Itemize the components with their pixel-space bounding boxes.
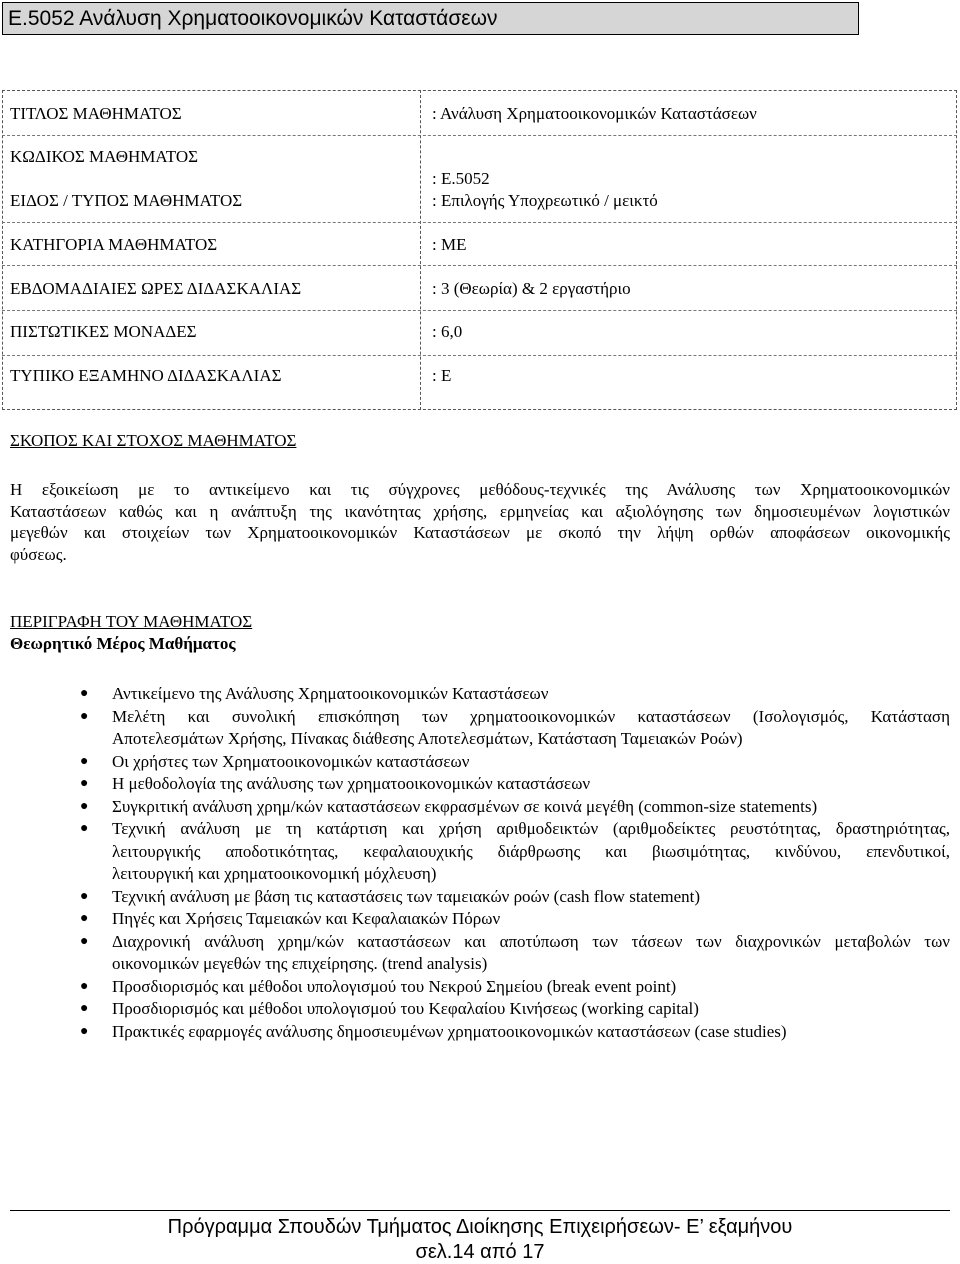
list-item-text: Πηγές και Χρήσεις Ταμειακών και Κεφαλαιακών Πόρων bbox=[112, 909, 501, 928]
list-item-text: Προσδιορισμός και μέθοδοι υπολογισμού του Νεκρού Σημείου (break event point) bbox=[112, 976, 677, 996]
semester-value: : Ε bbox=[432, 366, 452, 385]
course-code-label: ΚΩΔΙΚΟΣ ΜΑΘΗΜΑΤΟΣ bbox=[10, 147, 199, 166]
semester-label: ΤΥΠΙΚΟ ΕΞΑΜΗΝΟ ΔΙΔΑΣΚΑΛΙΑΣ bbox=[10, 366, 282, 385]
bullet-icon: ● bbox=[80, 821, 89, 836]
objectives-line: φύσεως. bbox=[10, 544, 67, 564]
list-item-text: Προσδιορισμός και μέθοδοι υπολογισμού του Κεφαλαίου Κινήσεως (working capital) bbox=[112, 999, 699, 1018]
course-category-value: : ΜΕ bbox=[432, 235, 467, 254]
list-item bbox=[0, 998, 950, 1021]
list-item bbox=[0, 818, 950, 886]
objectives-line: μεγεθών και στοιχείων των Χρηματοοικονομικών Καταστάσεων με σκοπό την λήψη ορθών αποφάσεων οικονομικής bbox=[10, 523, 950, 542]
bullet-icon: ● bbox=[80, 753, 89, 769]
list-item bbox=[0, 976, 950, 999]
list-item bbox=[0, 751, 950, 774]
footer-divider bbox=[10, 1210, 950, 1211]
list-item bbox=[0, 683, 950, 706]
list-item-text: Αποτελεσμάτων Χρήσης, Πίνακας διάθεσης Αποτελεσμάτων, Κατάσταση Ταμειακών Ροών) bbox=[112, 729, 743, 748]
bullet-icon: ● bbox=[80, 1001, 89, 1016]
weekly-hours-label: ΕΒΔΟΜΑΔΙΑΙΕΣ ΩΡΕΣ ΔΙΔΑΣΚΑΛΙΑΣ bbox=[10, 279, 302, 298]
row-divider bbox=[2, 135, 957, 136]
objectives-line: Καταστάσεων καθώς και η ανάπτυξη της ικανότητας χρήσης, ερμηνείας και αξιολόγησης των δημοσιευμένων λογιστικών bbox=[10, 501, 950, 521]
list-item-text: Τεχνική ανάλυση με βάση τις καταστάσεις των ταμειακών ροών (cash flow statement) bbox=[112, 886, 701, 906]
bullet-icon: ● bbox=[80, 708, 89, 724]
list-item bbox=[0, 908, 950, 931]
list-item-text: Αντικείμενο της Ανάλυσης Χρηματοοικονομικών Καταστάσεων bbox=[112, 684, 549, 703]
course-title-value: : Ανάλυση Χρηματοοικονομικών Καταστάσεων bbox=[432, 104, 757, 123]
course-info-column-divider bbox=[420, 90, 421, 410]
list-item-text: Πρακτικές εφαρμογές ανάλυσης δημοσιευμένων χρηματοοικονομικών καταστάσεων (case studies) bbox=[112, 1021, 787, 1041]
list-item-text: Οι χρήστες των Χρηματοοικονομικών καταστάσεων bbox=[112, 751, 470, 771]
description-heading: ΠΕΡΙΓΡΑΦΗ ΤΟΥ ΜΑΘΗΜΑΤΟΣ bbox=[10, 612, 253, 631]
list-item bbox=[0, 1021, 950, 1044]
bullet-icon: ● bbox=[80, 933, 89, 949]
list-item-text: λειτουργική και χρηματοοικονομική μόχλευση) bbox=[112, 864, 437, 883]
bullet-icon: ● bbox=[80, 1023, 89, 1039]
list-item-text: Τεχνική ανάλυση με τη κατάρτιση και χρήση αριθμοδεικτών (αριθμοδείκτες ρευστότητας, δραστηριότητας, bbox=[112, 819, 950, 838]
list-item-text: οικονομικών μεγεθών της επιχείρησης. (trend analysis) bbox=[112, 954, 488, 973]
course-type-value: : Επιλογής Υποχρεωτικό / μεικτό bbox=[432, 191, 658, 210]
objectives-paragraph bbox=[10, 479, 950, 565]
row-divider bbox=[2, 222, 957, 223]
page-title: Ε.5052 Ανάλυση Χρηματοοικονομικών Καταστάσεων bbox=[2, 2, 859, 35]
bullet-icon: ● bbox=[80, 888, 89, 904]
credits-label: ΠΙΣΤΩΤΙΚΕΣ ΜΟΝΑΔΕΣ bbox=[10, 322, 197, 341]
list-item bbox=[0, 796, 950, 819]
list-item bbox=[0, 706, 950, 751]
list-item bbox=[0, 886, 950, 909]
list-item-text: Διαχρονική ανάλυση χρημ/κών καταστάσεων και αποτύπωση των τάσεων των διαχρονικών μεταβολών των bbox=[112, 931, 950, 951]
footer-program: Πρόγραμμα Σπουδών Τμήματος Διοίκησης Επιχειρήσεων- Ε’ εξαμήνου bbox=[167, 1216, 793, 1238]
bullet-icon: ● bbox=[80, 911, 89, 926]
course-type-label: ΕΙΔΟΣ / ΤΥΠΟΣ ΜΑΘΗΜΑΤΟΣ bbox=[10, 191, 243, 210]
bullet-icon: ● bbox=[80, 798, 89, 814]
list-item bbox=[0, 931, 950, 976]
course-code-value: : Ε.5052 bbox=[432, 169, 490, 188]
row-divider bbox=[2, 265, 957, 266]
row-divider bbox=[2, 310, 957, 311]
list-item-text: Μελέτη και συνολική επισκόπηση των χρηματοοικονομικών καταστάσεων (Ισολογισμός, Κατάσταση bbox=[112, 706, 950, 726]
list-item-text: λειτουργικής αποδοτικότητας, κεφαλαιουχικής διάρθρωσης και βιωσιμότητας, κινδύνου, επενδυτικοί, bbox=[112, 841, 950, 861]
row-divider bbox=[2, 355, 957, 356]
page-number: σελ.14 από 17 bbox=[415, 1241, 545, 1263]
list-item-text: Η μεθοδολογία της ανάλυσης των χρηματοοικονομικών καταστάσεων bbox=[112, 774, 591, 793]
list-item-text: Συγκριτική ανάλυση χρημ/κών καταστάσεων εκφρασμένων σε κοινά μεγέθη (common-size statements) bbox=[112, 796, 818, 816]
bullet-icon: ● bbox=[80, 978, 89, 994]
theory-topics-list bbox=[0, 683, 960, 1043]
credits-value: : 6,0 bbox=[432, 322, 463, 341]
objectives-line: Η εξοικείωση με το αντικείμενο και τις σύγχρονες μεθόδους-τεχνικές της Ανάλυσης των Χρηματοοικονομικών bbox=[10, 480, 950, 499]
bullet-icon: ● bbox=[80, 686, 89, 701]
course-title-label: ΤΙΤΛΟΣ ΜΑΘΗΜΑΤΟΣ bbox=[10, 104, 182, 123]
weekly-hours-value: : 3 (Θεωρία) & 2 εργαστήριο bbox=[432, 279, 631, 298]
course-category-label: ΚΑΤΗΓΟΡΙΑ ΜΑΘΗΜΑΤΟΣ bbox=[10, 235, 218, 254]
list-item bbox=[0, 773, 950, 796]
bullet-icon: ● bbox=[80, 776, 89, 791]
objectives-heading: ΣΚΟΠΟΣ ΚΑΙ ΣΤΟΧΟΣ ΜΑΘΗΜΑΤΟΣ bbox=[10, 431, 297, 450]
theory-subheading: Θεωρητικό Μέρος Μαθήματος bbox=[10, 634, 236, 653]
